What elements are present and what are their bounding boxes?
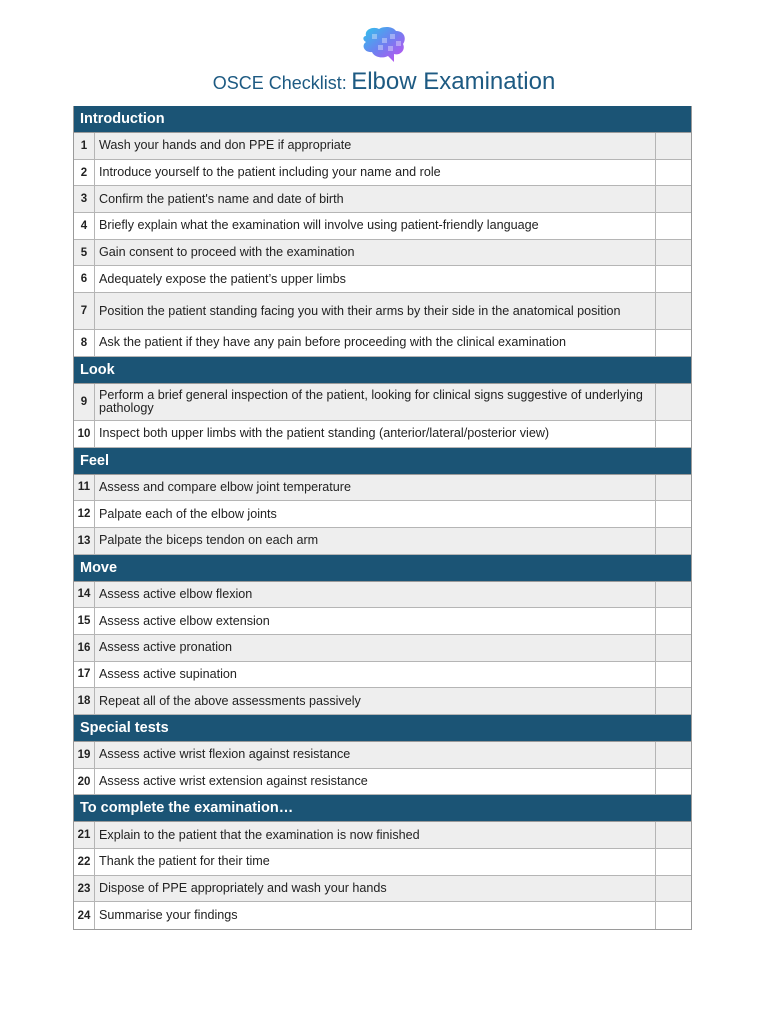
item-text: Assess active wrist extension against resistance (95, 769, 656, 795)
item-number: 3 (74, 186, 95, 212)
item-text: Assess active elbow extension (95, 608, 656, 634)
section-header: Move (74, 555, 691, 582)
section-header: Look (74, 357, 691, 384)
checklist-row (74, 293, 691, 330)
checklist-row (74, 688, 691, 715)
checkbox-cell[interactable] (656, 662, 691, 688)
item-number: 14 (74, 582, 95, 608)
checklist-row (74, 769, 691, 796)
item-number: 17 (74, 662, 95, 688)
checklist-row (74, 186, 691, 213)
item-text: Confirm the patient's name and date of birth (95, 186, 656, 212)
checkbox-cell[interactable] (656, 849, 691, 875)
item-text: Assess active supination (95, 662, 656, 688)
checklist-row (74, 742, 691, 769)
checklist-table (73, 106, 692, 930)
item-text: Thank the patient for their time (95, 849, 656, 875)
item-number: 2 (74, 160, 95, 186)
item-number: 13 (74, 528, 95, 554)
title-main: Elbow Examination (351, 68, 556, 95)
item-number: 7 (74, 293, 95, 329)
checklist-row (74, 822, 691, 849)
checklist-row (74, 266, 691, 293)
item-number: 16 (74, 635, 95, 661)
checklist-row (74, 133, 691, 160)
checkbox-cell[interactable] (656, 608, 691, 634)
checkbox-cell[interactable] (656, 742, 691, 768)
item-number: 15 (74, 608, 95, 634)
item-number: 9 (74, 384, 95, 420)
checklist-row (74, 240, 691, 267)
item-number: 11 (74, 475, 95, 501)
checkbox-cell[interactable] (656, 266, 691, 292)
checkbox-cell[interactable] (656, 876, 691, 902)
checkbox-cell[interactable] (656, 421, 691, 447)
item-number: 5 (74, 240, 95, 266)
checkbox-cell[interactable] (656, 330, 691, 356)
brain-logo-icon (360, 26, 408, 64)
checkbox-cell[interactable] (656, 635, 691, 661)
item-text: Briefly explain what the examination will involve using patient-friendly language (95, 213, 656, 239)
checkbox-cell[interactable] (656, 528, 691, 554)
item-text: Inspect both upper limbs with the patient standing (anterior/lateral/posterior view) (95, 421, 656, 447)
checklist-row (74, 421, 691, 448)
checkbox-cell[interactable] (656, 213, 691, 239)
item-number: 23 (74, 876, 95, 902)
checklist-row (74, 902, 691, 929)
item-number: 18 (74, 688, 95, 714)
item-text: Perform a brief general inspection of the patient, looking for clinical signs suggestive of underlying pathology (95, 384, 656, 420)
item-text: Introduce yourself to the patient including your name and role (95, 160, 656, 186)
item-text: Palpate the biceps tendon on each arm (95, 528, 656, 554)
item-text: Assess active pronation (95, 635, 656, 661)
checklist-row (74, 849, 691, 876)
checkbox-cell[interactable] (656, 822, 691, 848)
item-number: 22 (74, 849, 95, 875)
title-prefix: OSCE Checklist: (212, 73, 347, 93)
item-text: Summarise your findings (95, 902, 656, 929)
item-text: Position the patient standing facing you with their arms by their side in the anatomical position (95, 293, 656, 329)
section-header: Feel (74, 448, 691, 475)
item-number: 20 (74, 769, 95, 795)
item-text: Gain consent to proceed with the examination (95, 240, 656, 266)
item-text: Dispose of PPE appropriately and wash your hands (95, 876, 656, 902)
checkbox-cell[interactable] (656, 582, 691, 608)
checkbox-cell[interactable] (656, 293, 691, 329)
checklist-row (74, 528, 691, 555)
checklist-row (74, 475, 691, 502)
item-text: Assess active wrist flexion against resistance (95, 742, 656, 768)
item-text: Palpate each of the elbow joints (95, 501, 656, 527)
checklist-row (74, 501, 691, 528)
checkbox-cell[interactable] (656, 475, 691, 501)
item-text: Ask the patient if they have any pain before proceeding with the clinical examination (95, 330, 656, 356)
item-text: Assess active elbow flexion (95, 582, 656, 608)
checkbox-cell[interactable] (656, 501, 691, 527)
checklist-row (74, 330, 691, 357)
checkbox-cell[interactable] (656, 688, 691, 714)
checkbox-cell[interactable] (656, 133, 691, 159)
item-text: Adequately expose the patient’s upper limbs (95, 266, 656, 292)
item-text: Repeat all of the above assessments passively (95, 688, 656, 714)
checklist-row (74, 582, 691, 609)
checklist-row (74, 608, 691, 635)
item-number: 19 (74, 742, 95, 768)
checkbox-cell[interactable] (656, 186, 691, 212)
checkbox-cell[interactable] (656, 160, 691, 186)
item-number: 12 (74, 501, 95, 527)
page-title (0, 68, 768, 96)
checklist-row (74, 662, 691, 689)
item-number: 8 (74, 330, 95, 356)
checklist-row (74, 160, 691, 187)
section-header: Special tests (74, 715, 691, 742)
section-header: To complete the examination… (74, 795, 691, 822)
checklist-row (74, 876, 691, 903)
checkbox-cell[interactable] (656, 902, 691, 929)
item-text: Wash your hands and don PPE if appropriate (95, 133, 656, 159)
item-number: 10 (74, 421, 95, 447)
item-number: 1 (74, 133, 95, 159)
section-header: Introduction (74, 106, 691, 133)
item-number: 6 (74, 266, 95, 292)
checkbox-cell[interactable] (656, 240, 691, 266)
checkbox-cell[interactable] (656, 769, 691, 795)
checklist-row (74, 635, 691, 662)
checkbox-cell[interactable] (656, 384, 691, 420)
checklist-row (74, 384, 691, 421)
item-text: Explain to the patient that the examination is now finished (95, 822, 656, 848)
checklist-row (74, 213, 691, 240)
item-number: 24 (74, 902, 95, 929)
item-text: Assess and compare elbow joint temperature (95, 475, 656, 501)
item-number: 4 (74, 213, 95, 239)
item-number: 21 (74, 822, 95, 848)
